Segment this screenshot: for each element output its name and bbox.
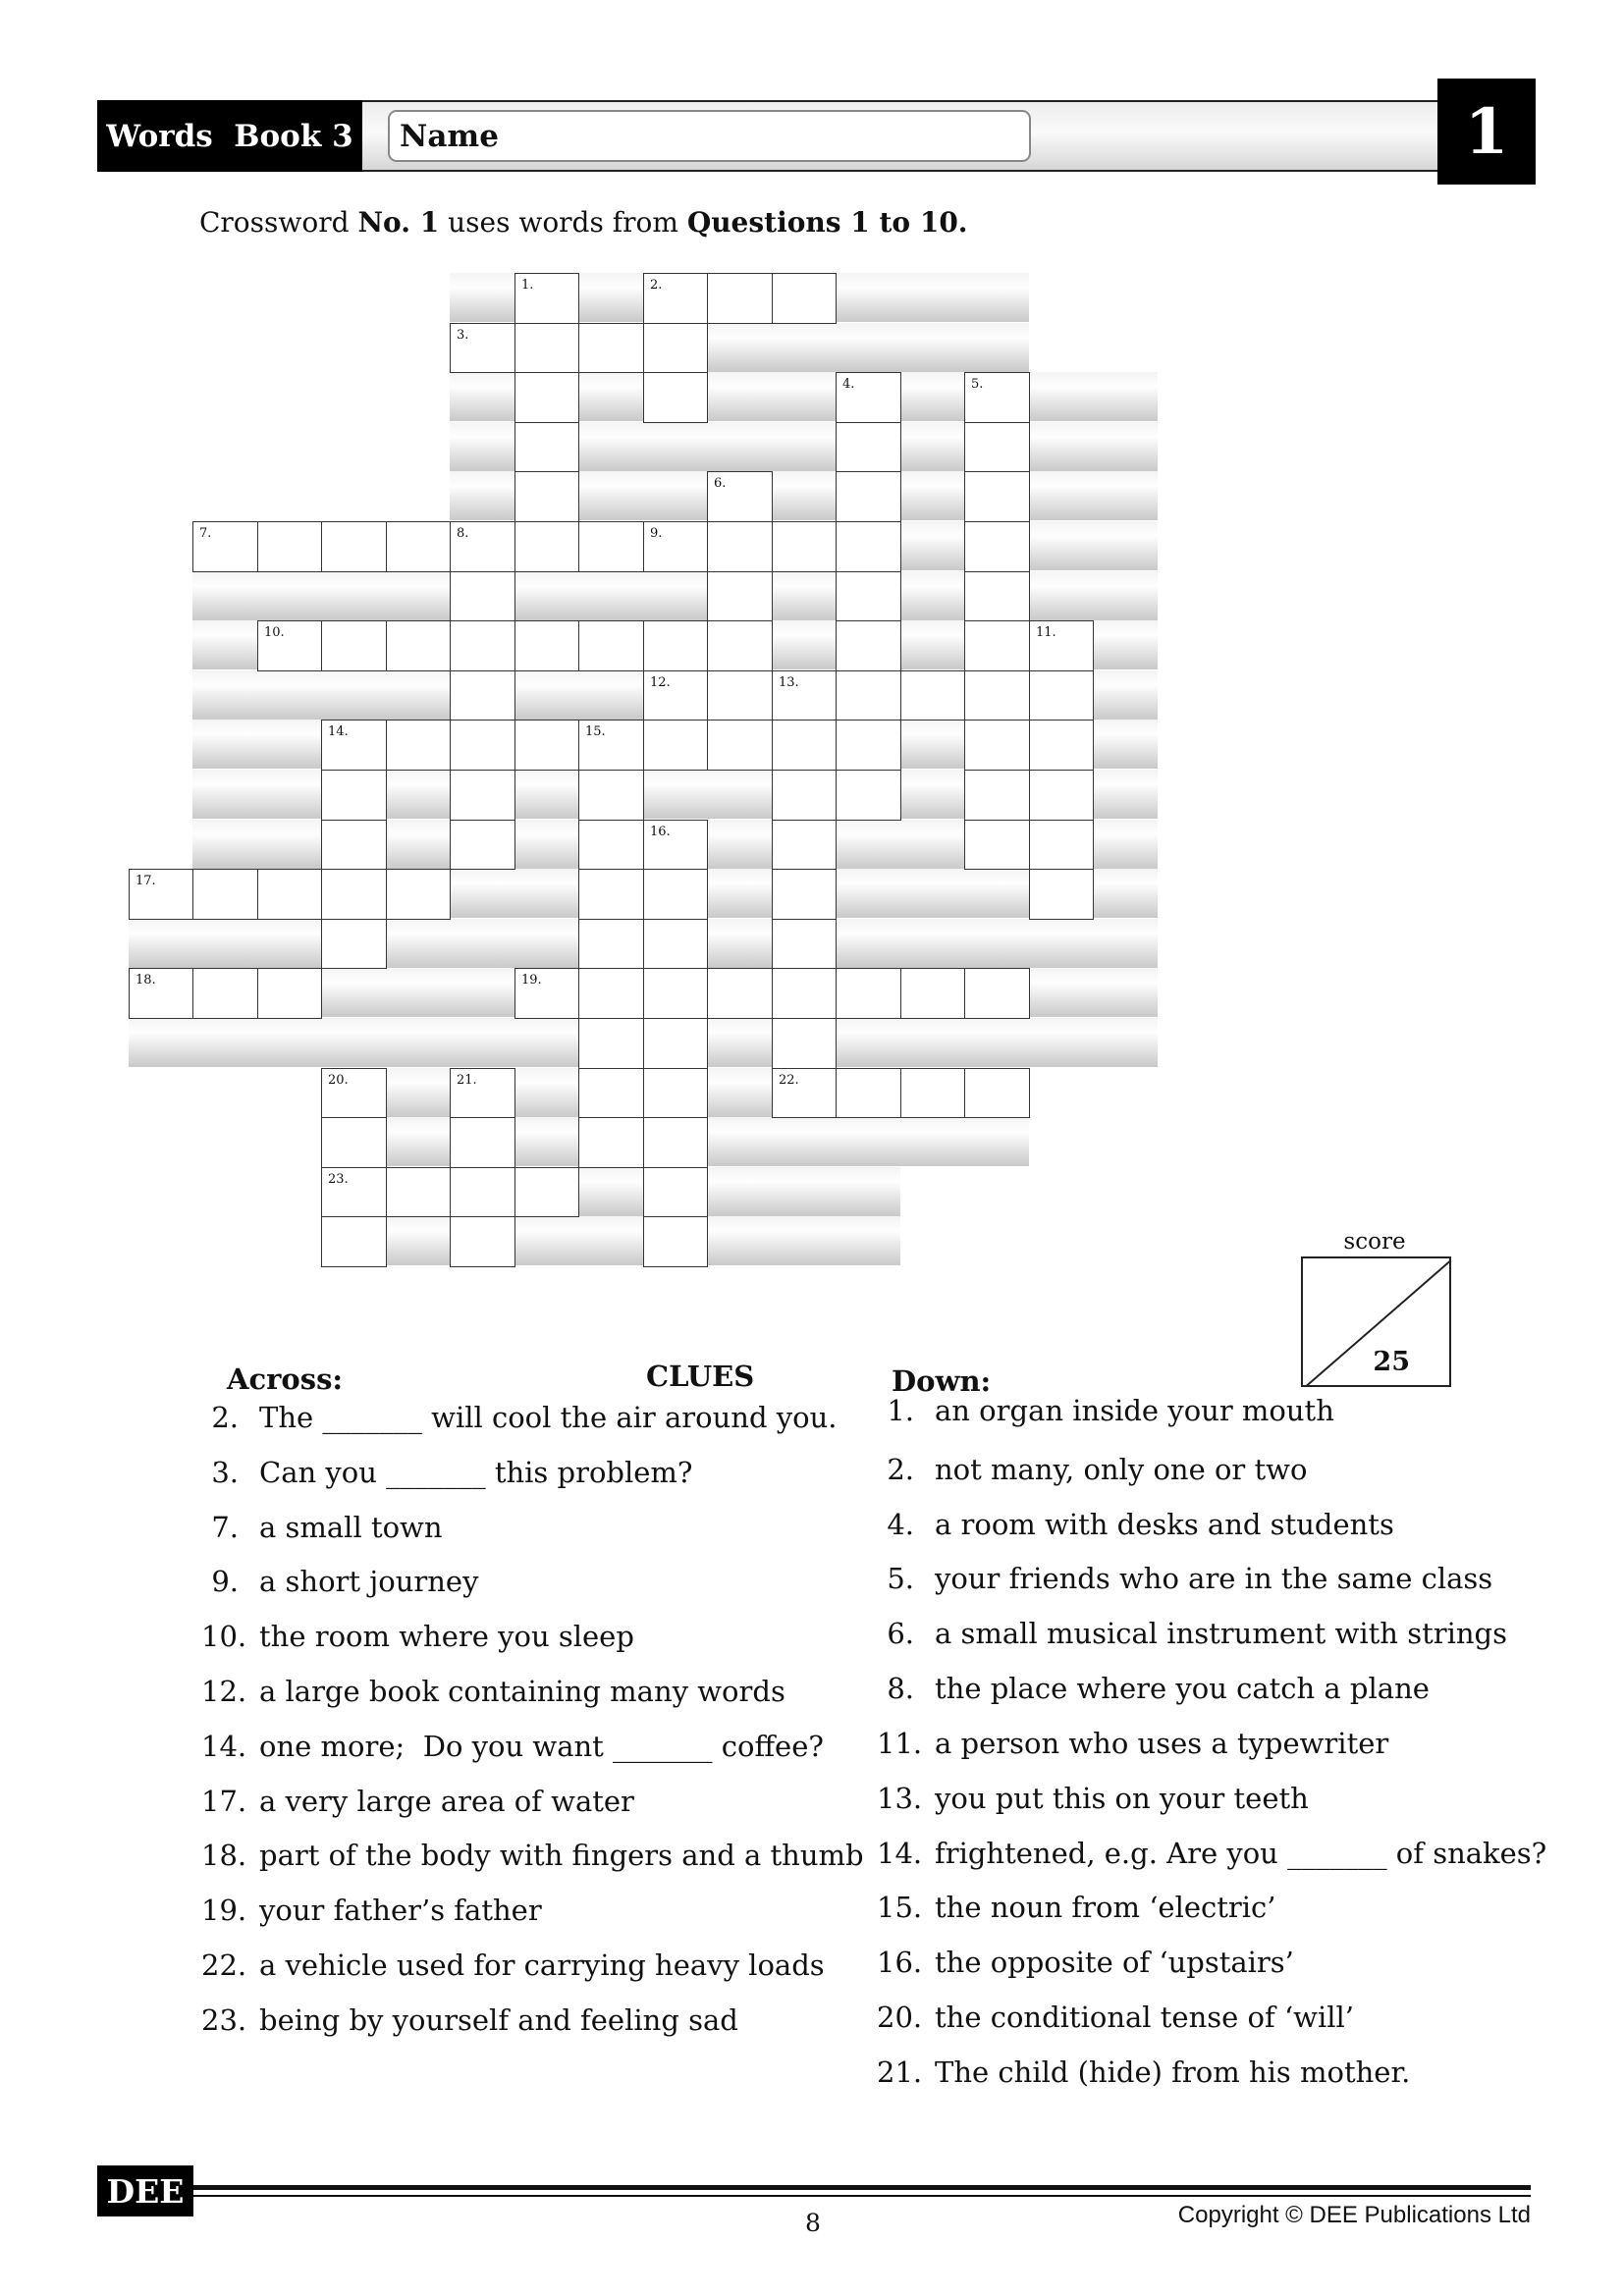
crossword-cell[interactable] [836,770,901,821]
crossword-cell[interactable] [129,869,193,920]
cell-clue-number: 9. [650,526,663,541]
crossword-cell[interactable] [964,1068,1030,1118]
crossword-cell[interactable] [900,670,965,721]
cell-clue-number: 21. [457,1073,477,1088]
crossword-cell[interactable] [772,521,837,572]
crossword-cell[interactable] [707,670,773,721]
clue-number: 6. [887,1617,914,1650]
crossword-cell[interactable] [707,620,773,671]
crossword-cell[interactable] [836,521,901,572]
clue-number: 12. [201,1675,247,1708]
clue-text: the noun from ‘electric’ [935,1891,1276,1924]
sheet-number: 1 [1437,79,1536,185]
cell-clue-number: 19. [521,973,542,988]
crossword-cell[interactable] [643,521,708,572]
crossword-cell[interactable] [321,1117,387,1168]
crossword-cell[interactable] [514,521,579,572]
crossword-cell[interactable] [321,1167,387,1217]
crossword-cell[interactable] [257,521,322,572]
crossword-cell[interactable] [707,471,773,522]
crossword-cell[interactable] [514,422,579,472]
crossword-cell[interactable] [643,869,708,920]
footer-rule-thick [193,2185,1531,2190]
crossword-cell[interactable] [450,521,515,572]
crossword-cell[interactable] [321,1216,387,1267]
clue-number: 2. [887,1453,914,1486]
crossword-cell[interactable] [900,968,965,1019]
crossword-cell[interactable] [643,720,708,771]
clue-number: 14. [201,1729,247,1763]
clue-text: the place where you catch a plane [935,1672,1430,1705]
crossword-cell[interactable] [772,869,837,920]
crossword-cell[interactable] [772,968,837,1019]
crossword-cell[interactable] [1029,869,1094,920]
clue-text: Can you _______ this problem? [259,1455,693,1489]
crossword-cell[interactable] [386,521,451,572]
crossword-cell[interactable] [321,521,387,572]
cell-clue-number: 15. [585,724,606,739]
cell-clue-number: 3. [457,328,469,343]
crossword-cell[interactable] [450,1216,515,1267]
grid-background-strip [321,1216,900,1265]
crossword-cell[interactable] [192,521,258,572]
crossword-cell[interactable] [257,620,322,671]
footer-rule-thin [193,2195,1531,2197]
cell-clue-number: 1. [521,278,534,293]
clue-text: The _______ will cool the air around you. [259,1401,838,1434]
crossword-cell[interactable] [514,323,579,373]
across-heading: Across: [227,1362,344,1396]
clue-number: 5. [887,1562,914,1595]
crossword-cell[interactable] [1029,770,1094,821]
cell-clue-number: 18. [135,973,156,988]
clue-text: not many, only one or two [935,1453,1308,1486]
crossword-cell[interactable] [450,1068,515,1118]
cell-clue-number: 16. [650,825,671,839]
clue-text: a small town [259,1510,443,1544]
intro-part-1: Crossword [199,206,358,239]
crossword-cell[interactable] [707,968,773,1019]
clue-number: 8. [887,1672,914,1705]
name-label: Name [400,118,499,154]
crossword-cell[interactable] [836,670,901,721]
clue-text: a room with desks and students [935,1508,1394,1541]
crossword-cell[interactable] [643,372,708,423]
crossword-cell[interactable] [643,919,708,969]
crossword-cell[interactable] [836,720,901,771]
crossword-cell[interactable] [321,820,387,870]
clue-text: one more; Do you want _______ coffee? [259,1729,824,1763]
clue-text: a person who uses a typewriter [935,1727,1389,1760]
crossword-cell[interactable] [578,968,644,1019]
cell-clue-number: 23. [328,1172,349,1187]
crossword-cell[interactable] [772,919,837,969]
cell-clue-number: 5. [971,377,984,392]
crossword-cell[interactable] [578,770,644,821]
clue-text: your father’s father [259,1894,542,1928]
crossword-cell[interactable] [964,571,1030,621]
crossword-cell[interactable] [643,968,708,1019]
crossword-cell[interactable] [578,1117,644,1168]
crossword-cell[interactable] [772,273,837,324]
crossword-cell[interactable] [1029,620,1094,671]
crossword-cell[interactable] [514,968,579,1019]
clue-text: the room where you sleep [259,1620,634,1654]
crossword-cell[interactable] [514,1167,579,1217]
crossword-cell[interactable] [321,919,387,969]
crossword-cell[interactable] [836,620,901,671]
crossword-cell[interactable] [836,471,901,522]
crossword-cell[interactable] [643,273,708,324]
crossword-cell[interactable] [129,968,193,1019]
crossword-cell[interactable] [192,869,258,920]
cell-clue-number: 13. [779,675,799,690]
crossword-cell[interactable] [450,1167,515,1217]
crossword-cell[interactable] [1029,670,1094,721]
cell-clue-number: 10. [264,625,285,640]
publisher-logo: DEE [97,2165,193,2216]
question-range: Questions 1 to 10. [686,206,968,239]
crossword-cell[interactable] [450,720,515,771]
cell-clue-number: 11. [1036,625,1056,640]
crossword-cell[interactable] [772,670,837,721]
crossword-cell[interactable] [643,670,708,721]
crossword-cell[interactable] [836,422,901,472]
crossword-cell[interactable] [386,620,451,671]
crossword-cell[interactable] [772,1018,837,1069]
crossword-cell[interactable] [578,869,644,920]
crossword-cell[interactable] [450,670,515,721]
clue-number: 3. [211,1455,239,1489]
clue-number: 14. [877,1837,923,1870]
crossword-cell[interactable] [964,720,1030,771]
cell-clue-number: 14. [328,724,349,739]
crossword-cell[interactable] [450,571,515,621]
crossword-cell[interactable] [900,1068,965,1118]
clues-heading: CLUES [646,1360,755,1393]
crossword-cell[interactable] [450,1117,515,1168]
clue-text: a large book containing many words [259,1675,785,1708]
crossword-cell[interactable] [192,968,258,1019]
intro-part-3: uses words from [439,206,687,239]
clue-text: part of the body with fingers and a thumb [259,1839,864,1873]
crossword-cell[interactable] [450,620,515,671]
crossword-cell[interactable] [578,720,644,771]
crossword-cell[interactable] [643,1068,708,1118]
clue-number: 23. [201,2002,247,2037]
crossword-cell[interactable] [514,273,579,324]
crossword-cell[interactable] [321,770,387,821]
clue-number: 19. [201,1894,247,1928]
clue-text: a small musical instrument with strings [935,1617,1507,1650]
crossword-cell[interactable] [707,720,773,771]
crossword-cell[interactable] [450,323,515,373]
crossword-cell[interactable] [514,471,579,522]
crossword-cell[interactable] [578,1018,644,1069]
score-total: 25 [1373,1347,1410,1377]
clue-text: a short journey [259,1565,479,1599]
crossword-cell[interactable] [836,1068,901,1118]
name-field[interactable] [388,110,1031,162]
crossword-cell[interactable] [578,323,644,373]
crossword-cell[interactable] [964,471,1030,522]
clue-number: 15. [877,1891,923,1924]
crossword-cell[interactable] [964,620,1030,671]
crossword-cell[interactable] [514,620,579,671]
clue-number: 4. [887,1508,914,1541]
clue-text: a very large area of water [259,1784,634,1818]
crossword-cell[interactable] [643,620,708,671]
crossword-cell[interactable] [450,770,515,821]
clue-number: 21. [877,2056,923,2089]
crossword-cell[interactable] [321,1068,387,1118]
cell-clue-number: 17. [135,874,156,888]
score-box[interactable] [1301,1256,1451,1387]
crossword-cell[interactable] [257,968,322,1019]
crossword-cell[interactable] [321,869,387,920]
clue-text: you put this on your teeth [935,1782,1309,1815]
cell-clue-number: 20. [328,1073,349,1088]
crossword-cell[interactable] [514,372,579,423]
crossword-cell[interactable] [836,571,901,621]
cell-clue-number: 4. [842,377,855,392]
cell-clue-number: 6. [714,476,727,491]
crossword-cell[interactable] [321,720,387,771]
crossword-cell[interactable] [514,720,579,771]
crossword-cell[interactable] [836,372,901,423]
clue-text: a vehicle used for carrying heavy loads [259,1949,825,1982]
crossword-cell[interactable] [772,1068,837,1118]
crossword-cell[interactable] [386,1167,451,1217]
clue-text: being by yourself and feeling sad [259,2002,738,2037]
crossword-cell[interactable] [1029,820,1094,870]
clue-number: 13. [877,1782,923,1815]
crossword-cell[interactable] [707,571,773,621]
clue-text: your friends who are in the same class [935,1562,1493,1595]
crossword-number: No. 1 [357,206,440,239]
crossword-cell[interactable] [836,968,901,1019]
crossword-cell[interactable] [964,521,1030,572]
crossword-cell[interactable] [643,323,708,373]
clue-text: The child (hide) from his mother. [935,2056,1411,2089]
clue-number: 10. [201,1620,247,1654]
page-number: 8 [805,2209,821,2237]
crossword-cell[interactable] [578,1068,644,1118]
crossword-cell[interactable] [450,820,515,870]
crossword-cell[interactable] [964,670,1030,721]
crossword-cell[interactable] [386,720,451,771]
crossword-cell[interactable] [964,372,1030,423]
book-title: Words Book 3 [97,100,362,172]
crossword-cell[interactable] [772,720,837,771]
clue-number: 11. [877,1727,923,1760]
down-heading: Down: [892,1364,992,1398]
clue-text: an organ inside your mouth [935,1394,1334,1427]
crossword-cell[interactable] [707,521,773,572]
crossword-cell[interactable] [643,1117,708,1168]
clue-number: 7. [211,1510,239,1544]
clue-text: frightened, e.g. Are you _______ of snakes? [935,1837,1547,1870]
crossword-cell[interactable] [964,770,1030,821]
crossword-cell[interactable] [964,968,1030,1019]
crossword-cell[interactable] [707,273,773,324]
crossword-cell[interactable] [578,521,644,572]
crossword-cell[interactable] [578,919,644,969]
crossword-cell[interactable] [643,1018,708,1069]
score-label: score [1343,1229,1406,1255]
clue-number: 2. [211,1401,239,1434]
clue-text: the conditional tense of ‘will’ [935,2001,1355,2034]
crossword-cell[interactable] [643,1216,708,1267]
clue-number: 22. [201,1949,247,1982]
clue-number: 20. [877,2001,923,2034]
intro-text [199,206,968,239]
clue-number: 17. [201,1784,247,1818]
crossword-cell[interactable] [578,820,644,870]
clue-number: 9. [211,1565,239,1599]
cell-clue-number: 8. [457,526,469,541]
clue-number: 16. [877,1946,923,1979]
cell-clue-number: 12. [650,675,671,690]
crossword-cell[interactable] [643,820,708,870]
clue-number: 1. [887,1394,914,1427]
clue-number: 18. [201,1839,247,1873]
crossword-cell[interactable] [643,1167,708,1217]
cell-clue-number: 2. [650,278,663,293]
cell-clue-number: 22. [779,1073,799,1088]
crossword-cell[interactable] [578,620,644,671]
crossword-cell[interactable] [1029,720,1094,771]
crossword-cell[interactable] [386,869,451,920]
crossword-cell[interactable] [772,820,837,870]
clue-text: the opposite of ‘upstairs’ [935,1946,1294,1979]
crossword-cell[interactable] [772,770,837,821]
crossword-cell[interactable] [964,422,1030,472]
crossword-cell[interactable] [964,820,1030,870]
copyright-text: Copyright © DEE Publications Ltd [1177,2202,1531,2228]
crossword-cell[interactable] [321,620,387,671]
crossword-cell[interactable] [257,869,322,920]
cell-clue-number: 7. [199,526,212,541]
